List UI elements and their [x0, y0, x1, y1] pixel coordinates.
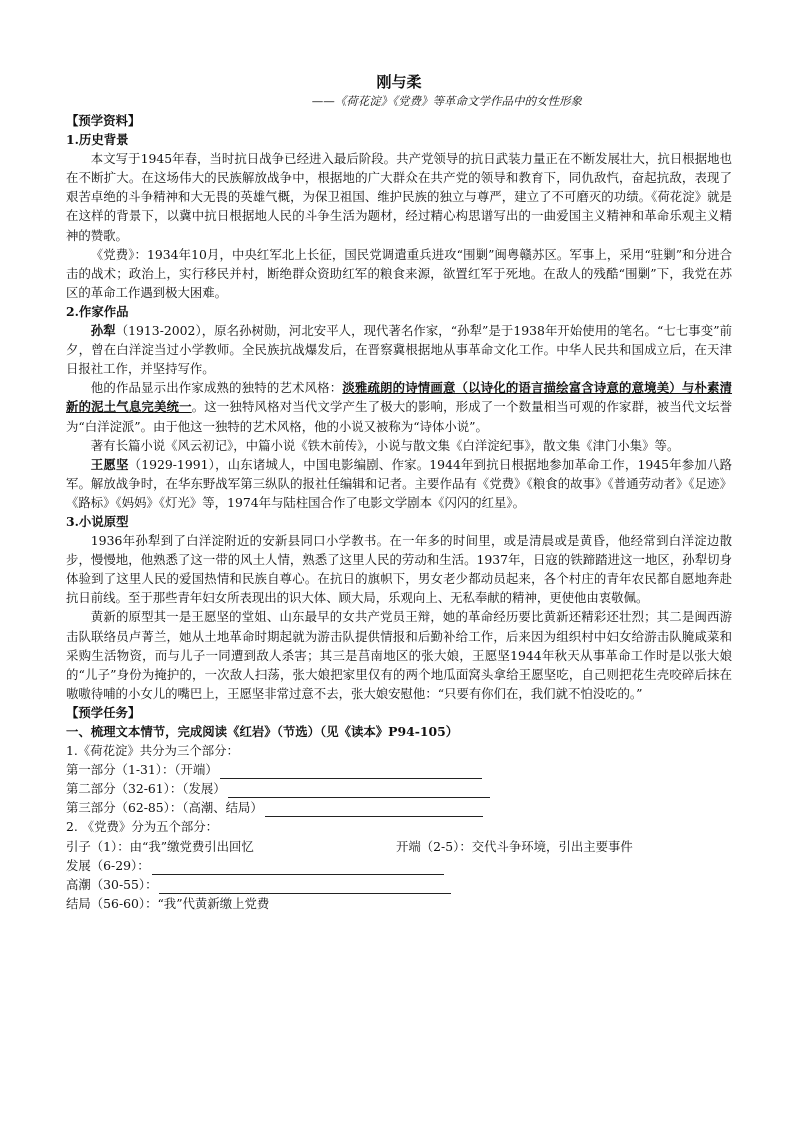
part-2-label: 第二部分（32-61）：（发展）: [66, 781, 226, 797]
q2-label: 2. 《党费》分为五个部分：: [66, 819, 219, 835]
section-history-heading: 1.历史背景: [66, 132, 129, 148]
author-name-wangyuanjian: 王愿坚: [90, 456, 129, 472]
part-2-blank[interactable]: [228, 784, 490, 798]
climax-blank[interactable]: [159, 880, 451, 894]
climax-row: [66, 875, 732, 894]
part-3-row: [66, 798, 732, 817]
worksheet-page: [66, 72, 732, 913]
prototype-paragraph-2: 黄新的原型其一是王愿坚的堂姐、山东最早的女共产党员王辩，她的革命经历要比黄新还精彩还壮烈；其二是闽西游击队联络员卢菁兰，她从土地革命时期起就为游击队提供情报和后勤补给工作，后来因为组织村中妇女给游击队腌咸菜和采购生活物资，而与儿子一同遭到敌人杀害；其三是莒南地区的张大娘，王愿坚1944年秋天从事革命工作时是以张大娘的“儿子”身份为掩护的，一次敌人扫荡，张大娘把家里仅有的两个地瓜面窝头拿给王愿坚吃，自己则把花生壳咬碎后抹在嗷嗷待哺的小女儿的嘴巴上，王愿坚非常过意不去，张大娘安慰他：“只要有你们在，我们就不怕没吃的。”: [66, 609, 732, 701]
part-1-label: 第一部分（1-31）：（开端）: [66, 762, 218, 778]
dev-row: [66, 856, 732, 875]
author-paragraph-2: [66, 378, 732, 435]
part-1-blank[interactable]: [220, 765, 482, 779]
preview-header: 【预学资料】: [66, 113, 141, 128]
part-3-label: 第三部分（62-85）：（高潮、结局）: [66, 800, 263, 816]
prototype-paragraph-1: 1936年孙犁到了白洋淀附近的安新县同口小学教书。在一年多的时间里，或是清晨或是黄昏，他经常到白洋淀边散步，慢慢地，他熟悉了这一带的风土人情，熟悉了这里人民的劳动和生活。1937年，日寇的铁蹄踏进这一地区，孙犁切身体验到了这里人民的爱国热情和民族自尊心。在抗日的旗帜下，男女老少都动员起来，各个村庄的青年农民都自愿地奔赴抗日前线。至于那些青年妇女所表现出的识大体、顾大局，乐观向上、无私奉献的精神，更使他由衷敬佩。: [66, 533, 732, 606]
intro-opening-row: [66, 837, 732, 856]
style-highlight: 淡雅疏朗的诗情画意（以诗化的语言描绘富含诗意的意境美）与朴素清新的泥土气息完美统一: [66, 380, 733, 415]
history-paragraph-2: 《党费》：1934年10月，中央红军北上长征，国民党调遣重兵进攻“围剿”闽粤赣苏区。军事上，采用“驻剿”和分进合击的战术；政治上，实行移民并村，断绝群众资助红军的粮食来源，欲置红军于死地。在敌人的残酷“围剿”下，我党在苏区的革命工作遇到极大困难。: [66, 246, 732, 300]
task1-heading: 一、梳理文本情节，完成阅读《红岩》（节选）（见《读本》P94-105）: [66, 724, 459, 739]
style-rest-text: 。这一独特风格对当代文学产生了极大的影响，形成了一个数量相当可观的作家群，被当代文坛誉为“白洋淀派”。由于他这一独特的艺术风格，他的小说又被称为“诗体小说”。: [66, 399, 733, 434]
author-paragraph-4-text: （1929-1991），山东诸城人，中国电影编剧、作家。1944年到抗日根据地参加革命工作，1945年参加八路军。解放战争时，在华东野战军第三纵队的报社任编辑和记者。主要作品有《党费》《粮食的故事》《普通劳动者》《足迹》《路标》《妈妈》《灯光》等，1974年与陆柱国合作了电影文学剧本《闪闪的红星》。: [66, 456, 733, 510]
task-header: 【预学任务】: [66, 704, 141, 720]
intro-label: 引子（1）：由“我”缴党费引出回忆: [66, 838, 254, 854]
author-paragraph-1: [66, 321, 732, 378]
style-intro-text: 他的作品显示出作家成熟的独特的艺术风格：: [90, 380, 343, 396]
part-3-blank[interactable]: [265, 803, 483, 817]
author-paragraph-4: [66, 455, 732, 512]
section-prototype-heading: 3.小说原型: [66, 513, 129, 529]
history-paragraph-1: 本文写于1945年春，当时抗日战争已经进入最后阶段。共产党领导的抗日武装力量正在不断发展壮大，抗日根据地也在不断扩大。在这场伟大的民族解放战争中，根据地的广大群众在共产党的领导和教育下，同仇敌忾，奋起抗敌，表现了艰苦卓绝的斗争精神和大无畏的英雄气概，为保卫祖国、维护民族的独立与尊严，建立了不可磨灭的功绩。《荷花淀》就是在这样的背景下，以冀中抗日根据地人民的斗争生活为题材，经过精心构思谱写出的一曲爱国主义精神和革命乐观主义精神的赞歌。: [66, 151, 732, 243]
dev-blank[interactable]: [152, 861, 444, 875]
part-2-row: [66, 779, 732, 798]
section-author-heading: 2.作家作品: [66, 303, 129, 319]
author-name-sunli: 孙犁: [90, 323, 116, 339]
q1-label: 1.《荷花淀》共分为三个部分：: [66, 743, 239, 759]
page-subtitle: ——《荷花淀》《党费》等革命文学作品中的女性形象: [311, 94, 582, 108]
opening-label: 开端（2-5）：交代斗争环境，引出主要事件: [396, 838, 633, 854]
author-paragraph-1-text: （1913-2002），原名孙树勋，河北安平人，现代著名作家，“孙犁”是于1938年开始使用的笔名。“七七事变”前夕，曾在白洋淀当过小学教师。全民族抗战爆发后，在晋察冀根据地从事革命文化工作。中华人民共和国成立后，在天津日报社工作，并坚持写作。: [66, 323, 732, 377]
part-1-row: [66, 760, 732, 779]
dev-label: 发展（6-29）：: [66, 857, 150, 873]
ending-row: 结局（56-60）：“我”代黄新缴上党费: [66, 895, 270, 911]
climax-label: 高潮（30-55）：: [66, 876, 158, 892]
author-paragraph-3: 著有长篇小说《风云初记》，中篇小说《铁木前传》，小说与散文集《白洋淀纪事》，散文集《津门小集》等。: [90, 437, 680, 453]
page-title: 刚与柔: [376, 73, 422, 91]
